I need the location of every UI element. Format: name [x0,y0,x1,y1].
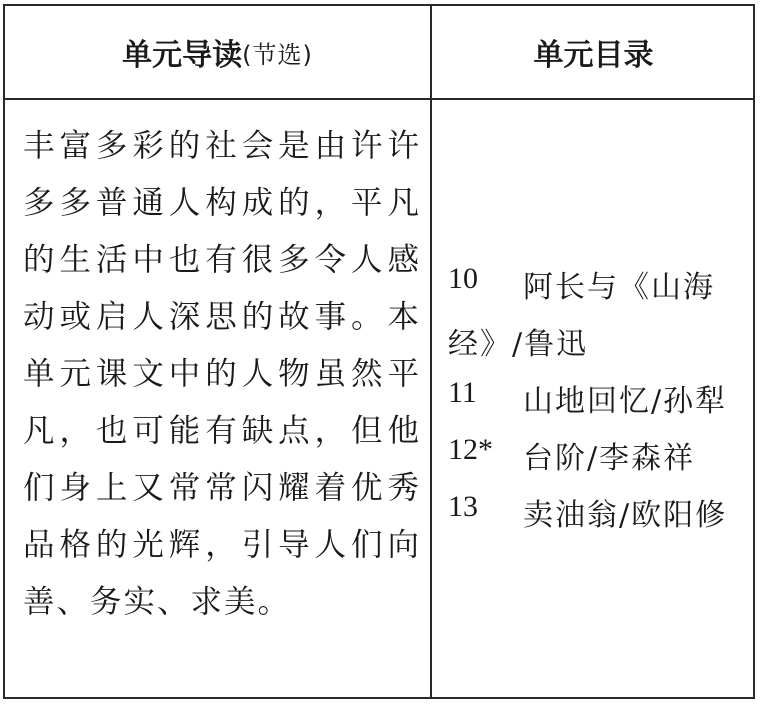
lesson-author: /孙犁 [651,384,728,419]
lesson-number: 10 [448,262,478,295]
column-divider [430,6,432,697]
lesson-title-text: 台阶 [523,441,587,476]
unit-table [3,4,755,699]
lesson-title-continued [448,319,588,363]
contents-item-12 [448,424,748,481]
lesson-title-text-cont: 经》 [448,327,512,362]
lesson-number: 13 [448,490,478,523]
lesson-title-text: 山地回忆 [523,384,651,419]
lesson-title [523,433,695,477]
lesson-number: 11 [448,376,477,409]
unit-contents-list [448,253,748,538]
contents-item-11 [448,367,748,424]
lesson-title [523,376,727,420]
lesson-title [523,262,715,306]
header-unit-intro-subtitle: (节选) [242,40,313,69]
lesson-title [523,490,727,534]
lesson-title-text: 卖油翁 [523,498,619,533]
contents-item-10 [448,253,748,367]
header-unit-contents-title: 单元目录 [533,38,654,73]
contents-item-13 [448,481,748,538]
header-unit-intro-title: 单元导读 [122,38,243,73]
header-unit-intro [5,6,430,98]
lesson-title-text: 阿长与《山海 [523,270,715,305]
lesson-number: 12* [448,433,493,466]
header-unit-contents [432,6,755,98]
header-divider [5,98,753,100]
lesson-author: /欧阳修 [619,498,728,533]
lesson-author: /李森祥 [587,441,696,476]
lesson-author: /鲁迅 [512,327,589,362]
unit-intro-text: 丰富多彩的社会是由许许多多普通人构成的，平凡的生活中也有很多令人感动或启人深思的故事。本单元课文中的人物虽然平凡，也可能有缺点，但他们身上又常常闪耀着优秀品格的光辉，引导人们向善、务实、求美。 [23,128,421,620]
